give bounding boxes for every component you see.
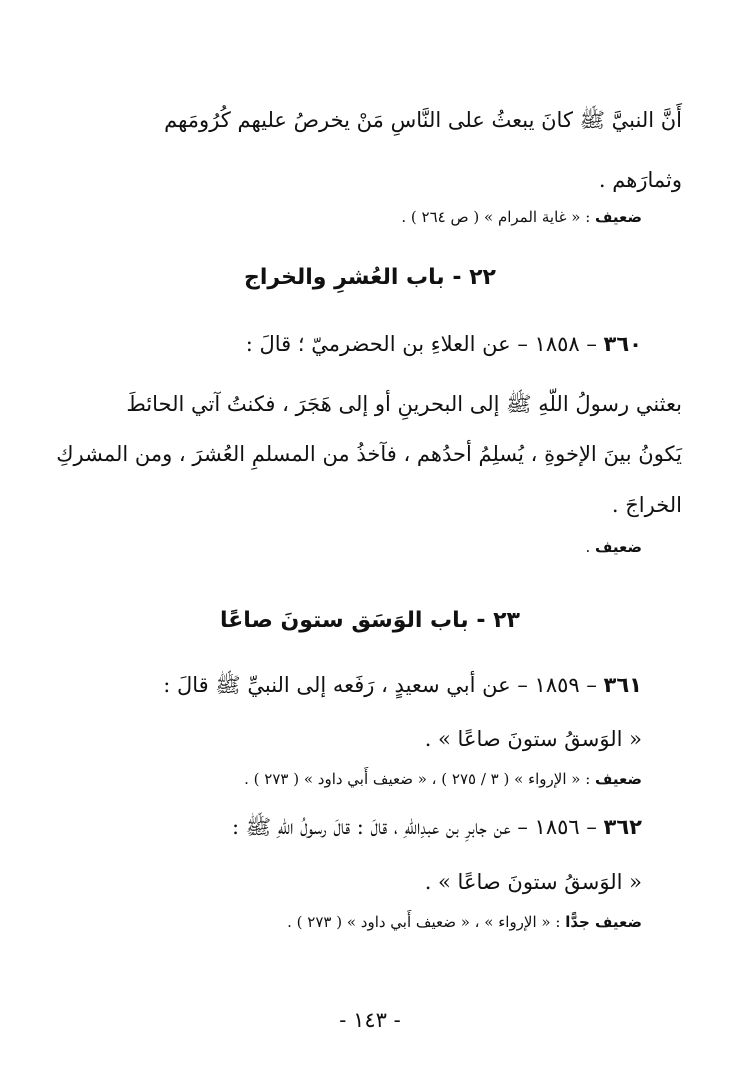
hadith-number: ٣٦٢: [603, 815, 642, 839]
hadith-chain: – ١٨٥٨ – عن العلاءِ بن الحضرميّ ؛ قالَ :: [245, 332, 597, 356]
chapter-22-heading: ٢٢ - باب العُشرِ والخراج: [244, 265, 496, 290]
hadith-359-line-2: وثمارَهم .: [598, 168, 682, 192]
chapter-23-heading: ٢٣ - باب الوَسَق ستونَ صاعًا: [220, 608, 520, 633]
hadith-359-line-1: أَنَّ النبيَّ ﷺ كانَ يبعثُ على النَّاسِ مَنْ يخرصُ عليهم كُرُومَهم: [164, 108, 682, 132]
hadith-361-grade: [244, 770, 642, 788]
hadith-359-grade: [401, 208, 642, 226]
hadith-360-line-2: يَكونُ بينَ الإخوةِ ، يُسلِمُ أحدُهم ، فآخذُ من المسلمِ العُشرَ ، ومن المشركِ: [56, 442, 682, 466]
hadith-362-reference: [232, 815, 642, 840]
grade-source: .: [585, 538, 591, 556]
grade-label: ضعيف: [595, 770, 642, 788]
hadith-362-line-1: « الوَسقُ ستونَ صاعًا » .: [424, 870, 642, 894]
hadith-360-line-1: بعثني رسولُ اللّهِ ﷺ إلى البحرينِ أو إلى هَجَرَ ، فكنتُ آتي الحائطَ: [126, 392, 682, 416]
hadith-chain: – ١٨٥٦ – عن جابرِ بن عبدِاللّهِ ، قالَ : قالَ رسولُ اللّهِ ﷺ :: [231, 815, 597, 839]
grade-source: : « الإرواء » ، « ضعيف أَبي داود » ( ٢٧٣ ) .: [287, 913, 561, 931]
hadith-360-grade: [585, 538, 642, 556]
grade-source: : « غاية المرام » ( ص ٢٦٤ ) .: [401, 208, 591, 226]
grade-label: ضعيف: [595, 538, 642, 556]
hadith-number: ٣٦١: [603, 673, 642, 697]
hadith-361-reference: [163, 673, 642, 698]
hadith-number: ٣٦٠: [603, 332, 642, 356]
grade-label: ضعيف جدًّا: [565, 913, 642, 931]
grade-source: : « الإرواء » ( ٣ / ٢٧٥ ) ، « ضعيف أَبي داود » ( ٢٧٣ ) .: [244, 770, 591, 788]
hadith-360-reference: [246, 332, 642, 357]
hadith-361-line-1: « الوَسقُ ستونَ صاعًا » .: [424, 727, 642, 751]
hadith-chain: – ١٨٥٩ – عن أبي سعيدٍ ، رَفَعه إلى النبيِّ ﷺ قالَ :: [163, 673, 597, 697]
hadith-362-grade: [287, 913, 642, 931]
hadith-360-line-3: الخراجَ .: [611, 493, 682, 517]
page-number: - ١٤٣ -: [339, 1008, 401, 1032]
grade-label: ضعيف: [595, 208, 642, 226]
